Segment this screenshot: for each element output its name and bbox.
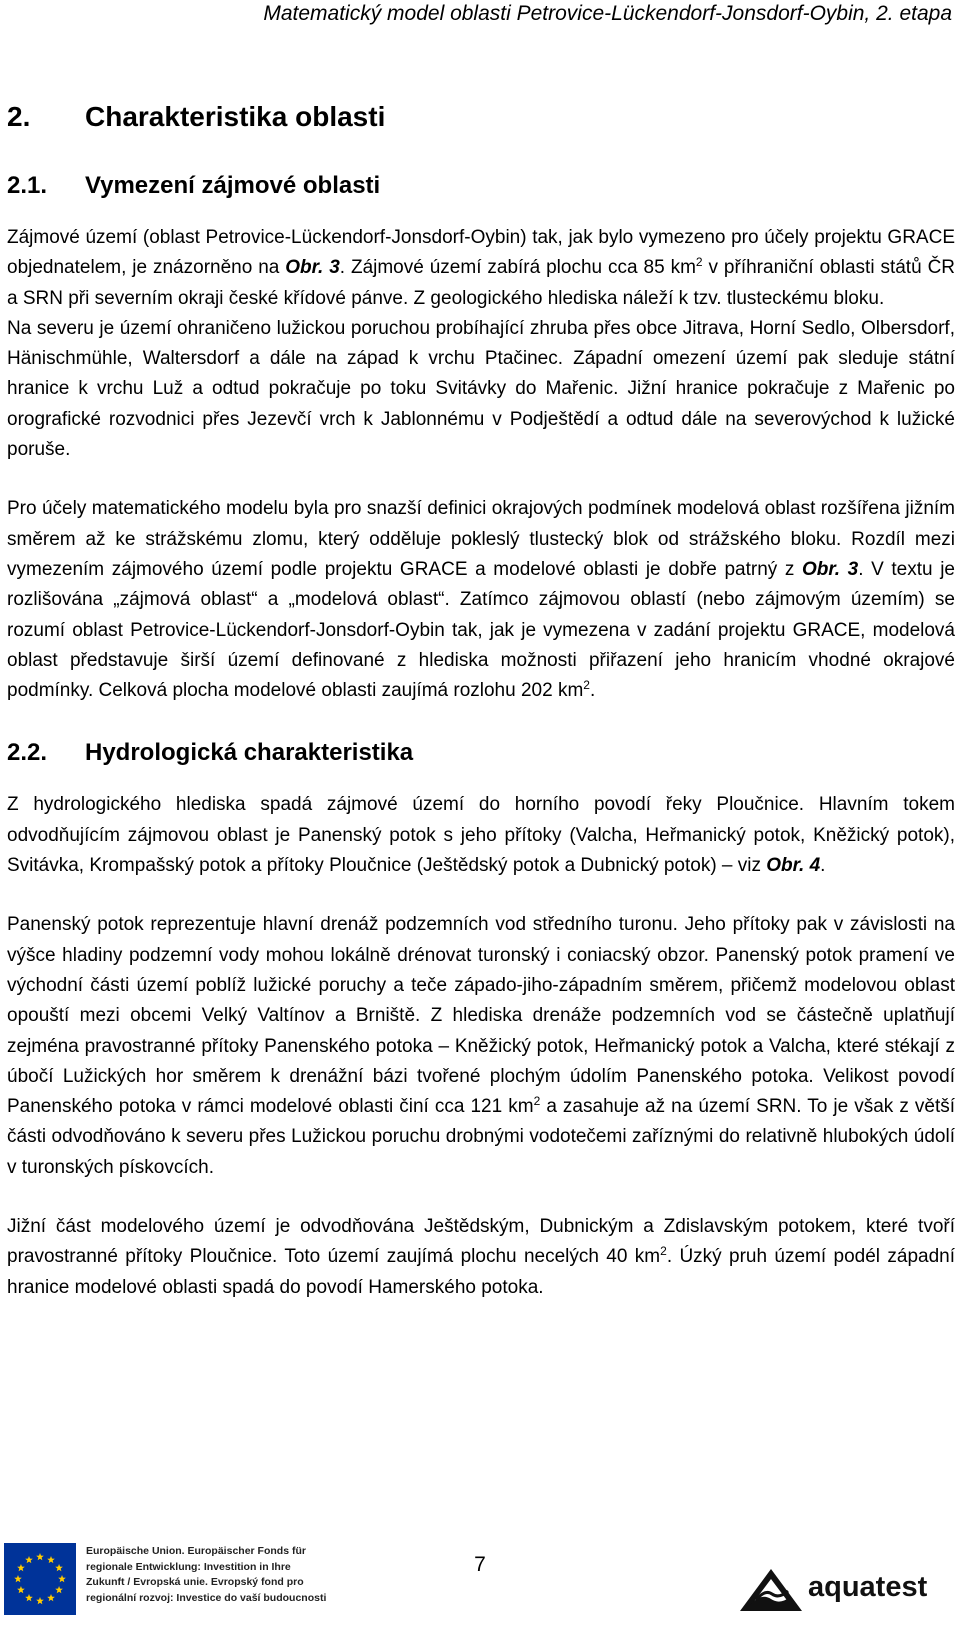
section-number: 2.2. [7, 739, 48, 767]
text-run: . Úzký pruh území podél západní hranice modelové oblasti spadá do povodí Hamerského potoka. [7, 1246, 955, 1298]
section-number: 2.1. [7, 172, 48, 199]
eu-note-line: regionální rozvoj: Investice do vaší budoucnosti [86, 1591, 327, 1604]
text-run: v příhraniční oblasti států ČR a SRN při severním okraji české křídové pánve. Z geologického hlediska náleží k tzv. tlusteckému bloku. [7, 257, 956, 309]
text-run: . Zájmové území zabírá plochu cca 85 km [339, 257, 696, 279]
figure-reference: Obr. 3 [802, 558, 859, 580]
superscript: 2 [695, 255, 703, 270]
section-title: Vymezení zájmové oblasti [85, 172, 381, 199]
superscript: 2 [660, 1244, 667, 1259]
paragraph [7, 910, 955, 1183]
text-run: Zájmové území (oblast Petrovice-Lückendorf-Jonsdorf-Oybin) tak, jak bylo vymezeno pro účely projektu GRACE objednatelem, je znázorněno na [7, 227, 955, 279]
text-run: Z hydrologického hlediska spadá zájmové území do horního povodí řeky Ploučnice. Hlavním tokem odvodňujícím zájmovou oblast je Panenský potok s jeho přítoky (Valcha, Heřmanický potok, Kněžický potok), Svitávka, Krompašský potok a přítoky Ploučnice (Ještědský potok a Dubnický potok) – viz [7, 794, 955, 877]
paragraph [7, 223, 955, 314]
running-header [0, 0, 952, 27]
eu-note-line: Zukunft / Evropská unie. Evropský fond pro [86, 1576, 304, 1588]
text-run: . [589, 680, 596, 702]
figure-reference: Obr. 3 [285, 257, 340, 279]
paragraph: Na severu je území ohraničeno lužickou poruchou probíhající zhruba přes obce Jitrava, Horní Sedlo, Olbersdorf, Hänischmühle, Waltersdorf a dále na západ k vrchu Ptačinec. Západní omezení území pak sleduje státní hranice k vrchu Luž a odtud pokračuje po toku Svitávky do Mařenic. Jižní hranice pokračuje z Mařenic po orografické rozvodnici přes Jezevčí vrch k Jablonnému v Podještědí a odtud dále na severovýchod k lužické poruše. [7, 317, 955, 461]
section-title: Charakteristika oblasti [85, 101, 386, 132]
superscript: 2 [533, 1094, 541, 1109]
header-title: Matematický model oblasti Petrovice-Lückendorf-Jonsdorf-Oybin, 2. etapa [263, 2, 952, 25]
company-logo [738, 1567, 948, 1613]
text-run: . [820, 855, 826, 877]
section-title: Hydrologická charakteristika [85, 739, 414, 767]
text-run: Jižní část modelového území je odvodňována Ještědským, Dubnickým a Zdislavským potokem, které tvoří pravostranné přítoky Ploučnice. Toto území zaujímá plochu necelých 40 km [7, 1216, 955, 1268]
paragraph [7, 1212, 955, 1303]
section-number: 2. [7, 101, 31, 132]
section-2-2-heading [7, 735, 955, 771]
superscript: 2 [583, 678, 590, 693]
page-footer [0, 1543, 960, 1629]
eu-note-line: regionale Entwicklung: Investition in Ihre [86, 1560, 291, 1573]
company-name: aquatest [808, 1571, 928, 1603]
paragraph [7, 494, 955, 706]
page-number: 7 [474, 1553, 486, 1576]
aquatest-logo-icon [738, 1567, 804, 1613]
section-2-heading [7, 95, 955, 139]
text-run: Panenský potok reprezentuje hlavní drenáž podzemních vod středního turonu. Jeho přítoky pak v závislosti na výšce hladiny podzemní vody mohou lokálně drénovat turonský i coniacský obzor. Panenský potok pramení ve východní části území poblíž lužické poruchy a teče západo-jiho-západním směrem, přičemž modelovou oblast opouští mezi obcemi Velký Valtínov a Brniště. Z hlediska drenáže podzemních vod se částečně uplatňují zejména pravostranné přítoky Panenského potoka – Kněžický potok, Heřmanický potok a Valcha, které stékají z úbočí Lužických hor směrem k drenážní bázi tvořené plochým údolím Panenského potoka. Velikost povodí Panenského potoka v rámci modelové oblasti činí cca 121 km [7, 914, 955, 1118]
figure-reference: Obr. 4 [766, 855, 821, 877]
eu-note-line: Europäische Union. Europäischer Fonds für [86, 1545, 306, 1557]
document-body [7, 95, 955, 1332]
text-run: Pro účely matematického modelu byla pro snazší definici okrajových podmínek modelová oblast rozšířena jižním směrem až ke strážskému zlomu, který odděluje pokleslý tlustecký blok od strážského bloku. Rozdíl mezi vymezením zájmového území podle projektu GRACE a modelové oblasti je dobře patrný z [7, 498, 955, 580]
section-2-1-heading [7, 168, 955, 204]
paragraph [7, 790, 955, 881]
text-run: . V textu je rozlišována „zájmová oblast“ a „modelová oblast“. Zatímco zájmovou oblastí (nebo zájmovým územím) se rozumí oblast Petrovice-Lückendorf-Jonsdorf-Oybin tak, jak je vymezena v zadání projektu GRACE, modelová oblast představuje širší území definované z hlediska možnosti přiřazení jeho hranicím vhodné okrajové podmínky. Celková plocha modelové oblasti zaujímá rozlohu 202 km [7, 558, 956, 702]
text-run: a zasahuje až na území SRN. To je však z větší části odvodňováno k severu přes Lužickou poruchu drobnými vodotečemi zaříznými do relativně hlubokých údolí v turonských pískovcích. [7, 1096, 956, 1178]
